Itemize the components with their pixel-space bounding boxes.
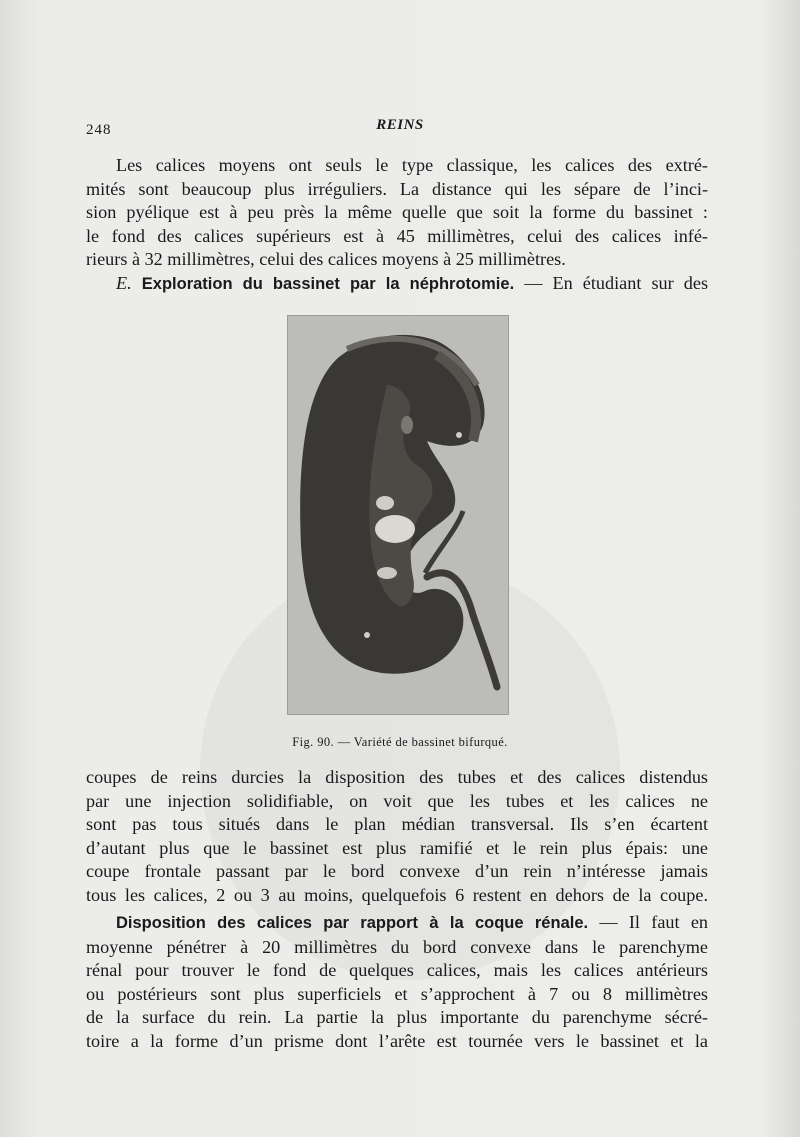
heading-line	[86, 911, 708, 936]
text-line: rénal pour trouver le fond de quelques calices, mais les calices antérieurs	[86, 960, 708, 981]
text-line: coupe frontale passant par le bord convexe d’un rein n’intéresse jamais	[86, 861, 708, 882]
text-line: tous les calices, 2 ou 3 au moins, quelquefois 6 restent en dehors de la coupe.	[86, 884, 708, 905]
paragraph-disposition-des-calices	[86, 911, 708, 1054]
paragraph-coupes-de-reins	[86, 766, 708, 908]
text-line: sion pyélique est à peu près la même quelle que soit la forme du bassinet :	[86, 202, 708, 223]
text-line: de la surface du rein. La partie la plus importante du parenchyme sécré-	[86, 1007, 708, 1028]
text-line: d’autant plus que le bassinet est plus ramifié et le rein plus épais: une	[86, 837, 708, 858]
text-line: ou postérieurs sont plus superficiels et s’approchent à 7 ou 8 millimètres	[86, 983, 708, 1004]
running-title: REINS	[376, 117, 424, 133]
paragraph-heading: Disposition des calices par rapport à la coque rénale.	[116, 914, 589, 932]
text-line: mités sont beaucoup plus irréguliers. La distance qui les sépare de l’inci-	[86, 178, 708, 199]
text-line: le fond des calices supérieurs est à 45 millimètres, celui des calices infé-	[86, 225, 708, 246]
text-line: Les calices moyens ont seuls le type classique, les calices des extré-	[116, 155, 708, 175]
figure-caption: Fig. 90. — Variété de bassinet bifurqué.	[292, 735, 508, 749]
text-line: par une injection solidifiable, on voit que les tubes et les calices ne	[86, 790, 708, 811]
kidney-section-photograph	[287, 315, 509, 715]
text-line: moyenne pénétrer à 20 millimètres du bord convexe dans le parenchyme	[86, 936, 708, 957]
section-letter: E.	[116, 272, 132, 293]
section-heading: Exploration du bassinet par la néphrotomie.	[141, 274, 515, 293]
page-number: 248	[86, 122, 112, 138]
text-line: rieurs à 32 millimètres, celui des calices moyens à 25 millimètres.	[86, 249, 566, 270]
text-line: coupes de reins durcies la disposition des tubes et des calices distendus	[86, 767, 708, 787]
paragraph-calices-moyens	[86, 154, 708, 297]
section-e-line	[86, 272, 708, 297]
text-line: sont pas tous situés dans le plan médian transversal. Ils s’en écartent	[86, 814, 708, 835]
section-heading-rest: — En étudiant sur des	[524, 272, 709, 293]
paragraph-heading-rest: — Il faut en	[599, 912, 709, 932]
text-line: toire a la forme d’un prisme dont l’arête est tournée vers le bassinet et la	[86, 1030, 708, 1051]
